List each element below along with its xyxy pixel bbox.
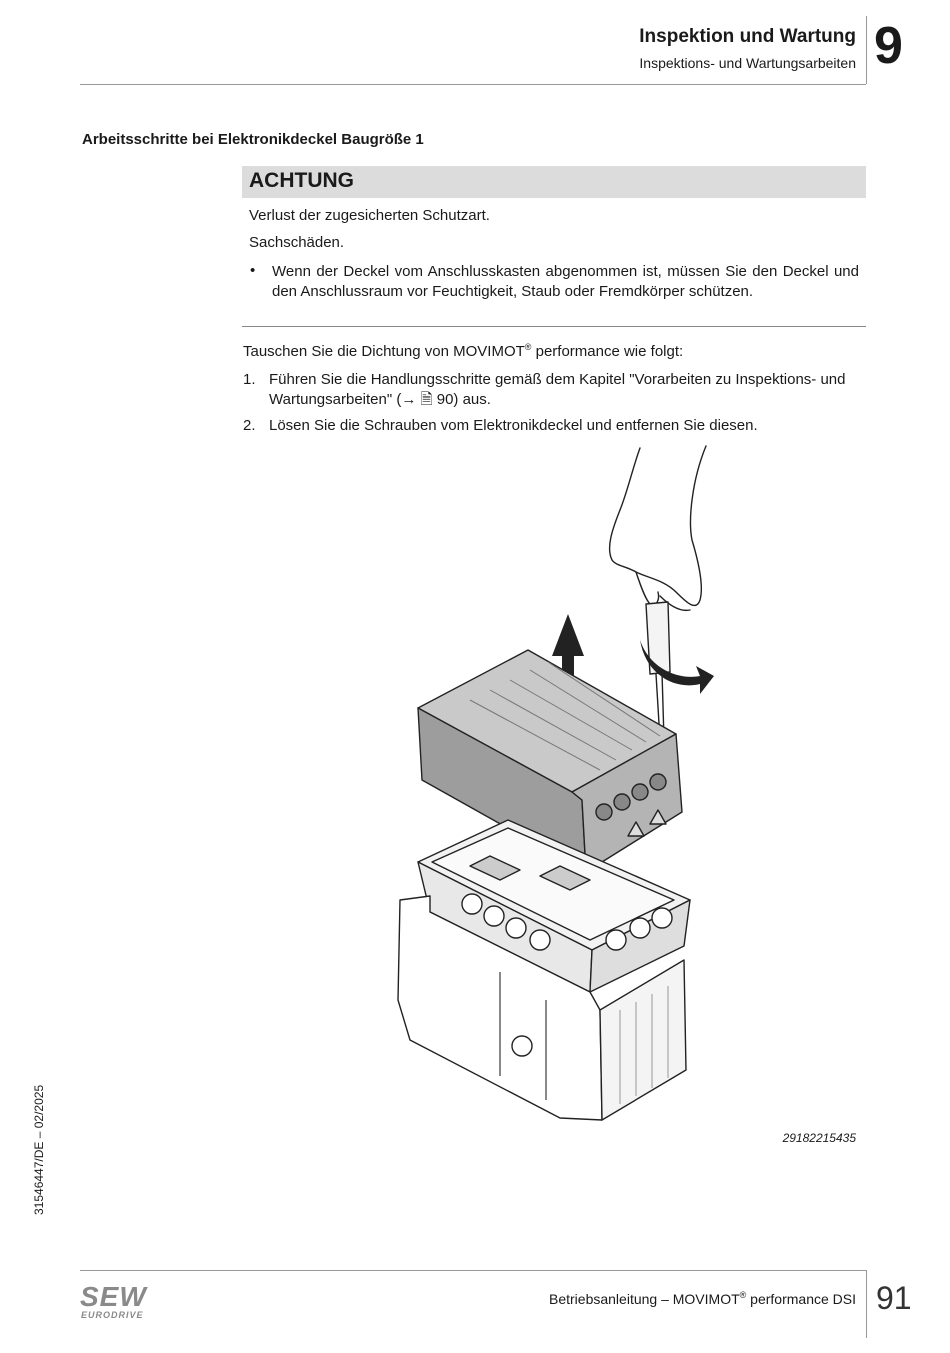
figure-id: 29182215435: [782, 1131, 856, 1145]
document-code: 31546447/DE – 02/2025: [32, 1084, 46, 1215]
header-vertical-divider: [866, 16, 867, 84]
doc-title-end: performance DSI: [746, 1291, 856, 1307]
chapter-title: Inspektion und Wartung: [639, 26, 856, 47]
intro-text: Tauschen Sie die Dichtung von MOVIMOT: [243, 343, 525, 360]
registered-mark: ®: [739, 1290, 747, 1300]
warning-consequence-2: Sachschäden.: [249, 234, 345, 251]
warning-label: ACHTUNG: [249, 169, 354, 192]
warning-consequence-1: Verlust der zugesicherten Schutzart.: [249, 207, 490, 224]
registered-mark: ®: [524, 342, 532, 352]
instruction-intro: [243, 342, 683, 362]
step-number: 2.: [243, 417, 256, 434]
motor-side: [600, 960, 686, 1120]
step-text: Lösen Sie die Schrauben vom Elektronikdeckel und entfernen Sie diesen.: [269, 417, 758, 434]
chapter-subtitle: Inspektions- und Wartungsarbeiten: [639, 55, 856, 71]
step-number: 1.: [243, 371, 256, 388]
warning-bottom-rule: [242, 326, 866, 327]
section-title: Arbeitsschritte bei Elektronikdeckel Baugröße 1: [82, 131, 424, 148]
footer-divider: [80, 1270, 866, 1271]
warning-measure: Wenn der Deckel vom Anschlusskasten abgenommen ist, müssen Sie den Deckel und den Anschlussraum vor Feuchtigkeit, Staub oder Fremdkörper schützen.: [272, 263, 859, 300]
hand-outline: [610, 446, 706, 605]
logo-text: SEW: [80, 1281, 147, 1312]
chapter-number: 9: [874, 17, 903, 75]
header-divider: [80, 84, 866, 85]
footer-vertical-divider: [866, 1270, 867, 1338]
bullet-marker: •: [250, 262, 256, 279]
cover-removal-illustration: [380, 440, 740, 1130]
doc-title-text: Betriebsanleitung – MOVIMOT: [549, 1291, 740, 1307]
step-text: Führen Sie die Handlungsschritte gemäß dem Kapitel "Vorarbeiten zu Inspektions- und Wartungsarbeiten" (→ 🗎 90) aus.: [269, 371, 846, 408]
intro-text-end: performance wie folgt:: [531, 343, 684, 360]
logo-subtext: EURODRIVE: [81, 1310, 144, 1320]
document-title: [549, 1291, 856, 1307]
sew-eurodrive-logo: [80, 1281, 147, 1320]
page-number: 91: [876, 1280, 912, 1316]
